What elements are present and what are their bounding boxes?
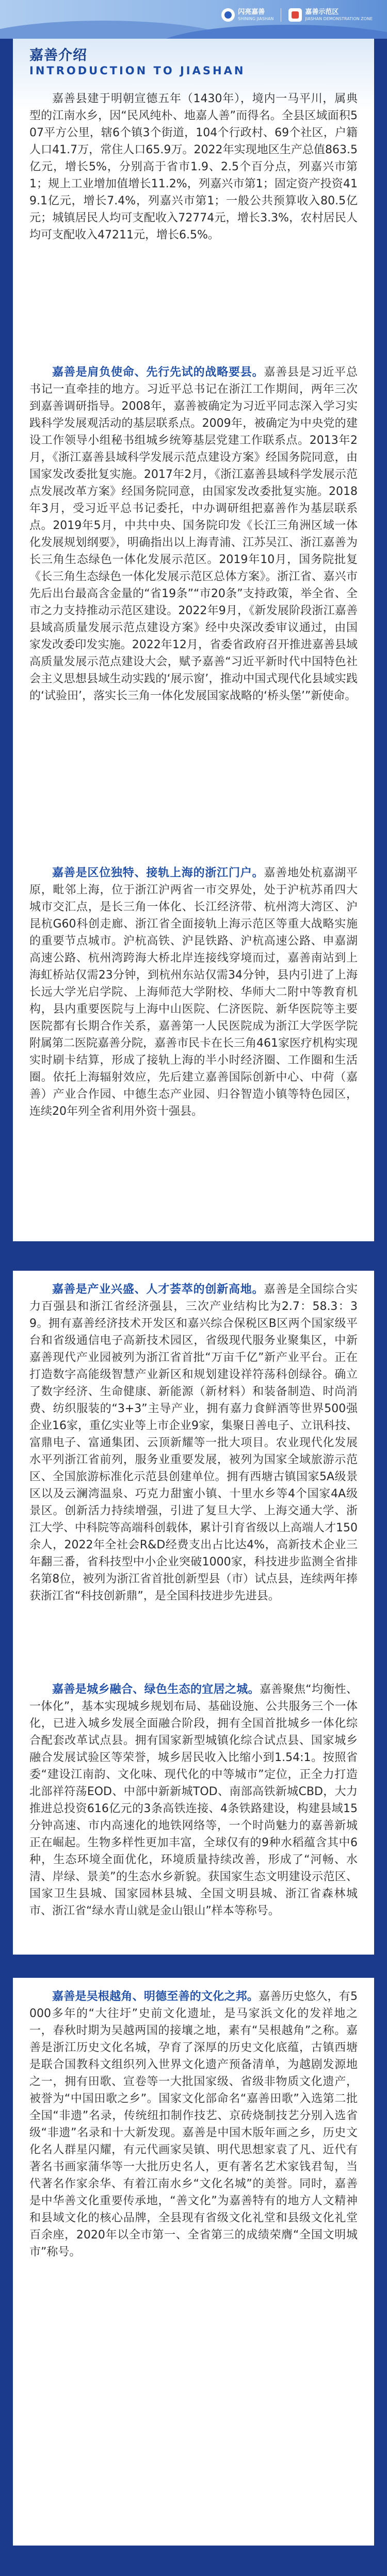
paragraph-innovation: 嘉善是产业兴盛、人才荟萃的创新高地。嘉善是全国综合实力百强县和浙江省经济强县，三次产业结构比为2.7：58.3：39。拥有嘉善经济技术开发区和嘉兴综合保税区B区两个国家级平台和省级通信电子高新技术园区，省级现代服务业聚集区，中新嘉善现代产业园被列为浙江省首批“万亩千亿”新产业平台。正在打造数字高能级智慧产业新区和规划建设祥符荡科创绿谷。确立了数字经济、生命健康、新能源（新材料）和装备制造、时尚消费、纺织服装的“3+3”主导产业，拥有嘉力食鲜酒等世界500强企业16家，重亿实业等上市企业9家，集聚日善电子、立讯科技、富鼎电子、富通集团、云顶新耀等一批大项目。农业现代化发展水平列浙江省前列，服务业重要发展，被列为国家全域旅游示范区、全国旅游标准化示范县创建单位。拥有西塘古镇国家5A级景区以及云澜湾温泉、巧克力甜蜜小镇、十里水乡等4个国家4A级景区。创新活力持续增强，引进了复旦大学、上海交通大学、浙江大学、中科院等高端科创载体，累计引育省级以上高端人才150余人，2022年全社会R&D经费支出占比达4%，高新技术企业三年翻三番，省科技型中小企业突破1000家，科技进步监测全省排名第8位，被列为浙江省首批创新型县（市）试点县，连续两年捧获浙江省“科技创新鼎”，是全国科技进步先进县。 — [29, 1283, 358, 1603]
industry-panel — [13, 1271, 374, 1955]
logo-mark-icon — [221, 8, 235, 22]
paragraph-highlight: 嘉善是产业兴盛、人才荟萃的创新高地。 — [52, 1283, 264, 1296]
paragraph-livable-city: 嘉善是城乡融合、绿色生态的宜居之城。嘉善聚焦“均衡性、一体化”，基本实现城乡规划布局、基础设施、公共服务三个一体化，已进入城乡发展全面融合阶段，拥有全国首批城乡一体化综合配套改革试点县。拥有国家新型城镇化综合试点县、国家城乡融合发展试验区等荣誉，城乡居民收入比缩小到1.54:1。按照省委“建设江南韵、文化味、现代化的中等城市”定位，正全力打造北部祥符荡EOD、中部中新新城TOD、南部高铁新城CBD，大力推进总投资616亿元的3条高铁连接、4条铁路建设，构建县域15分钟高速、市内高速化的地铁网络等，一个时尚魅力的嘉善新城正在崛起。生物多样性更加丰富，全球仅有的9种水稻蕴含其中6种，生态环境全面优化，环境质量持续改善，形成了“河畅、水清、岸绿、景美”的生态水乡新貌。获国家生态文明建设示范区、国家卫生县城、国家园林县城、全国文明县城、浙江省森林城市、浙江省“绿水青山就是金山银山”样本等称号。 — [29, 1683, 358, 1917]
logo-mark-icon — [288, 8, 302, 22]
paragraph-strategic-county: 嘉善是肩负使命、先行先试的战略要县。嘉善县是习近平总书记一直牵挂的地方。习近平总书记在浙江工作期间，两年三次到嘉善调研指导。2008年，嘉善被确定为习近平同志深入学习实践科学发展观活动的基层联系点。2009年，被确定为中央党的建设工作领导小组秘书组城乡统筹基层党建工作联系点。2013年2月，《浙江嘉善县域科学发展示范点建设方案》经国务院同意，由国家发改委批复实施。2017年2月，《浙江嘉善县域科学发展示范点发展改革方案》经国务院同意，由国家发改委批复实施。2018年3月，受习近平总书记委托，中办调研组把嘉善作为基层联系点。2019年5月，中共中央、国务院印发《长江三角洲区域一体化发展规划纲要》，明确指出以上海青浦、江苏吴江、浙江嘉善为长三角生态绿色一体化发展示范区。2019年10月，国务院批复《长三角生态绿色一体化发展示范区总体方案》。浙江省、嘉兴市先后出台最高含金量的“省19条”“市20条”支持政策，举全省、全市之力支持推动示范区建设。2022年9月，《新发展阶段浙江嘉善县域高质量发展示范点建设方案》经中央深改委审议通过，由国家发改委印发实施。2022年12月，省委省政府召开推进嘉善县域高质量发展示范点建设大会，赋予嘉善“习近平新时代中国特色社会主义思想县域生动实践的‘展示窗’，推动中国式现代化县域实践的‘试验田’，落实长三角一体化发展国家战略的‘桥头堡’”新使命。 — [29, 366, 358, 702]
culture-text-block — [29, 1988, 358, 2261]
paragraph-highlight: 嘉善是肩负使命、先行先试的战略要县。 — [52, 366, 264, 379]
paragraph-overview: 嘉善县建于明朝宣德五年（1430年），境内一马平川，属典型的江南水乡，因“民风纯朴、地嘉人善”而得名。全县区域面积507平方公里，辖6个镇3个街道，104个行政村、69个社区，户籍人口41.7万，常住人口65.9万。2022年实现地区生产总值863.5亿元，增长5%，分别高于省市1.9、2.5个百分点，列嘉兴市第1；规上工业增加值增长11.2%，列嘉兴市第1；固定资产投资419.1亿元，增长7.4%，列嘉兴市第1；一般公共预算收入80.5亿元；城镇居民人均可支配收入72774元，增长3.3%，农村居民人均可支配收入47211元，增长6.5%。 — [29, 92, 358, 242]
industry-text-block — [29, 1681, 358, 1919]
logo-sub: SHINING JIASHAN — [238, 16, 274, 21]
culture-panel — [13, 1978, 374, 2546]
logo-name: 闪亮嘉善 — [238, 8, 265, 16]
paragraph-highlight: 嘉善是吴根越角、明德至善的文化之邦。 — [52, 1990, 259, 2003]
industry-text-block — [29, 1281, 358, 1605]
page-title: 嘉善介绍 — [29, 47, 87, 63]
logo-name: 嘉善示范区 — [305, 8, 339, 16]
logo-shining-jiashan — [221, 8, 273, 22]
intro-text-block — [29, 865, 358, 1120]
paragraph-location: 嘉善是区位独特、接轨上海的浙江门户。嘉善地处杭嘉湖平原，毗邻上海，位于浙江沪两省一市交界处，处于沪杭苏甬四大城市交汇点，是长三角一体化、长江经济带、杭州湾大湾区、沪昆杭G60科创走廊、浙江省全面接轨上海示范区等重大战略实施的重要节点城市。沪杭高铁、沪昆铁路、沪杭高速公路、申嘉湖高速公路、杭州湾跨海大桥北岸连接线穿境而过，嘉善南站到上海虹桥站仅需23分钟，到杭州东站仅需34分钟，县内引进了上海长远大学光启学院、上海师范大学附校、华师大二附中等教育机构，县内重要医院与上海中山医院、仁济医院、新华医院等主要医院都有长期合作关系，嘉善第一人民医院成为浙江大学医学院附属第二医院嘉善分院，嘉善市民卡在长三角461家医疗机构实现实时刷卡结算，形成了接轨上海的半小时经济圈、工作圈和生活圈。依托上海辐射效应，先后建立嘉善国际创新中心、中荷（嘉善）产业合作园、中德生态产业园、归谷智造小镇等特色园区，连续20年列全省利用外资十强县。 — [29, 867, 358, 1118]
paragraph-highlight: 嘉善是城乡融合、绿色生态的宜居之城。 — [52, 1683, 260, 1696]
intro-text-block — [29, 90, 358, 244]
logo-demonstration-zone — [288, 8, 373, 22]
paragraph-highlight: 嘉善是区位独特、接轨上海的浙江门户。 — [52, 867, 264, 879]
intro-panel — [13, 39, 374, 1241]
page-title-english: INTRODUCTION TO JIASHAN — [29, 65, 246, 77]
header-banner — [0, 0, 387, 39]
header-logos — [221, 8, 373, 22]
intro-text-block — [29, 364, 358, 705]
paragraph-culture: 嘉善是吴根越角、明德至善的文化之邦。嘉善历史悠久，有5000多年的“大往圩”史前文化遗址，是马家浜文化的发祥地之一，春秋时期为吴越两国的接壤之地，素有“吴根越角”之称。嘉善是浙江历史文化名城，孕育了深厚的历史文化底蕴，古镇西塘是联合国教科文组织列入世界文化遗产预备清单，为越剧发源地之一，拥有田歌、宣卷等一大批国家级、省级非物质文化遗产，被誉为“中国田歌之乡”。国家文化部命名“嘉善田歌”入选第二批全国“非遗”名录，传统纽扣制作技艺、京砖烧制技艺分别入选省级“非遗”名录和十大新发现。嘉善是中国木版年画之乡，历史文化名人群星闪耀，有元代画家吴镇、明代思想家袁了凡、近代有著名书画家蒲华等一大批历史名人，更有著名艺术家钱君匋，当代著名作家余华、有着江南水乡“文化名城”的美誉。同时，嘉善是中华善文化重要传承地，“善文化”为嘉善特有的地方人文精神和县域文化的核心品牌，全县现有省级文化礼堂和县级文化礼堂百余座，2020年以全市第一、全省第三的成绩荣膺“全国文明城市”称号。 — [29, 1990, 358, 2259]
logo-sub: JIASHAN DEMONSTRATION ZONE — [305, 16, 373, 21]
